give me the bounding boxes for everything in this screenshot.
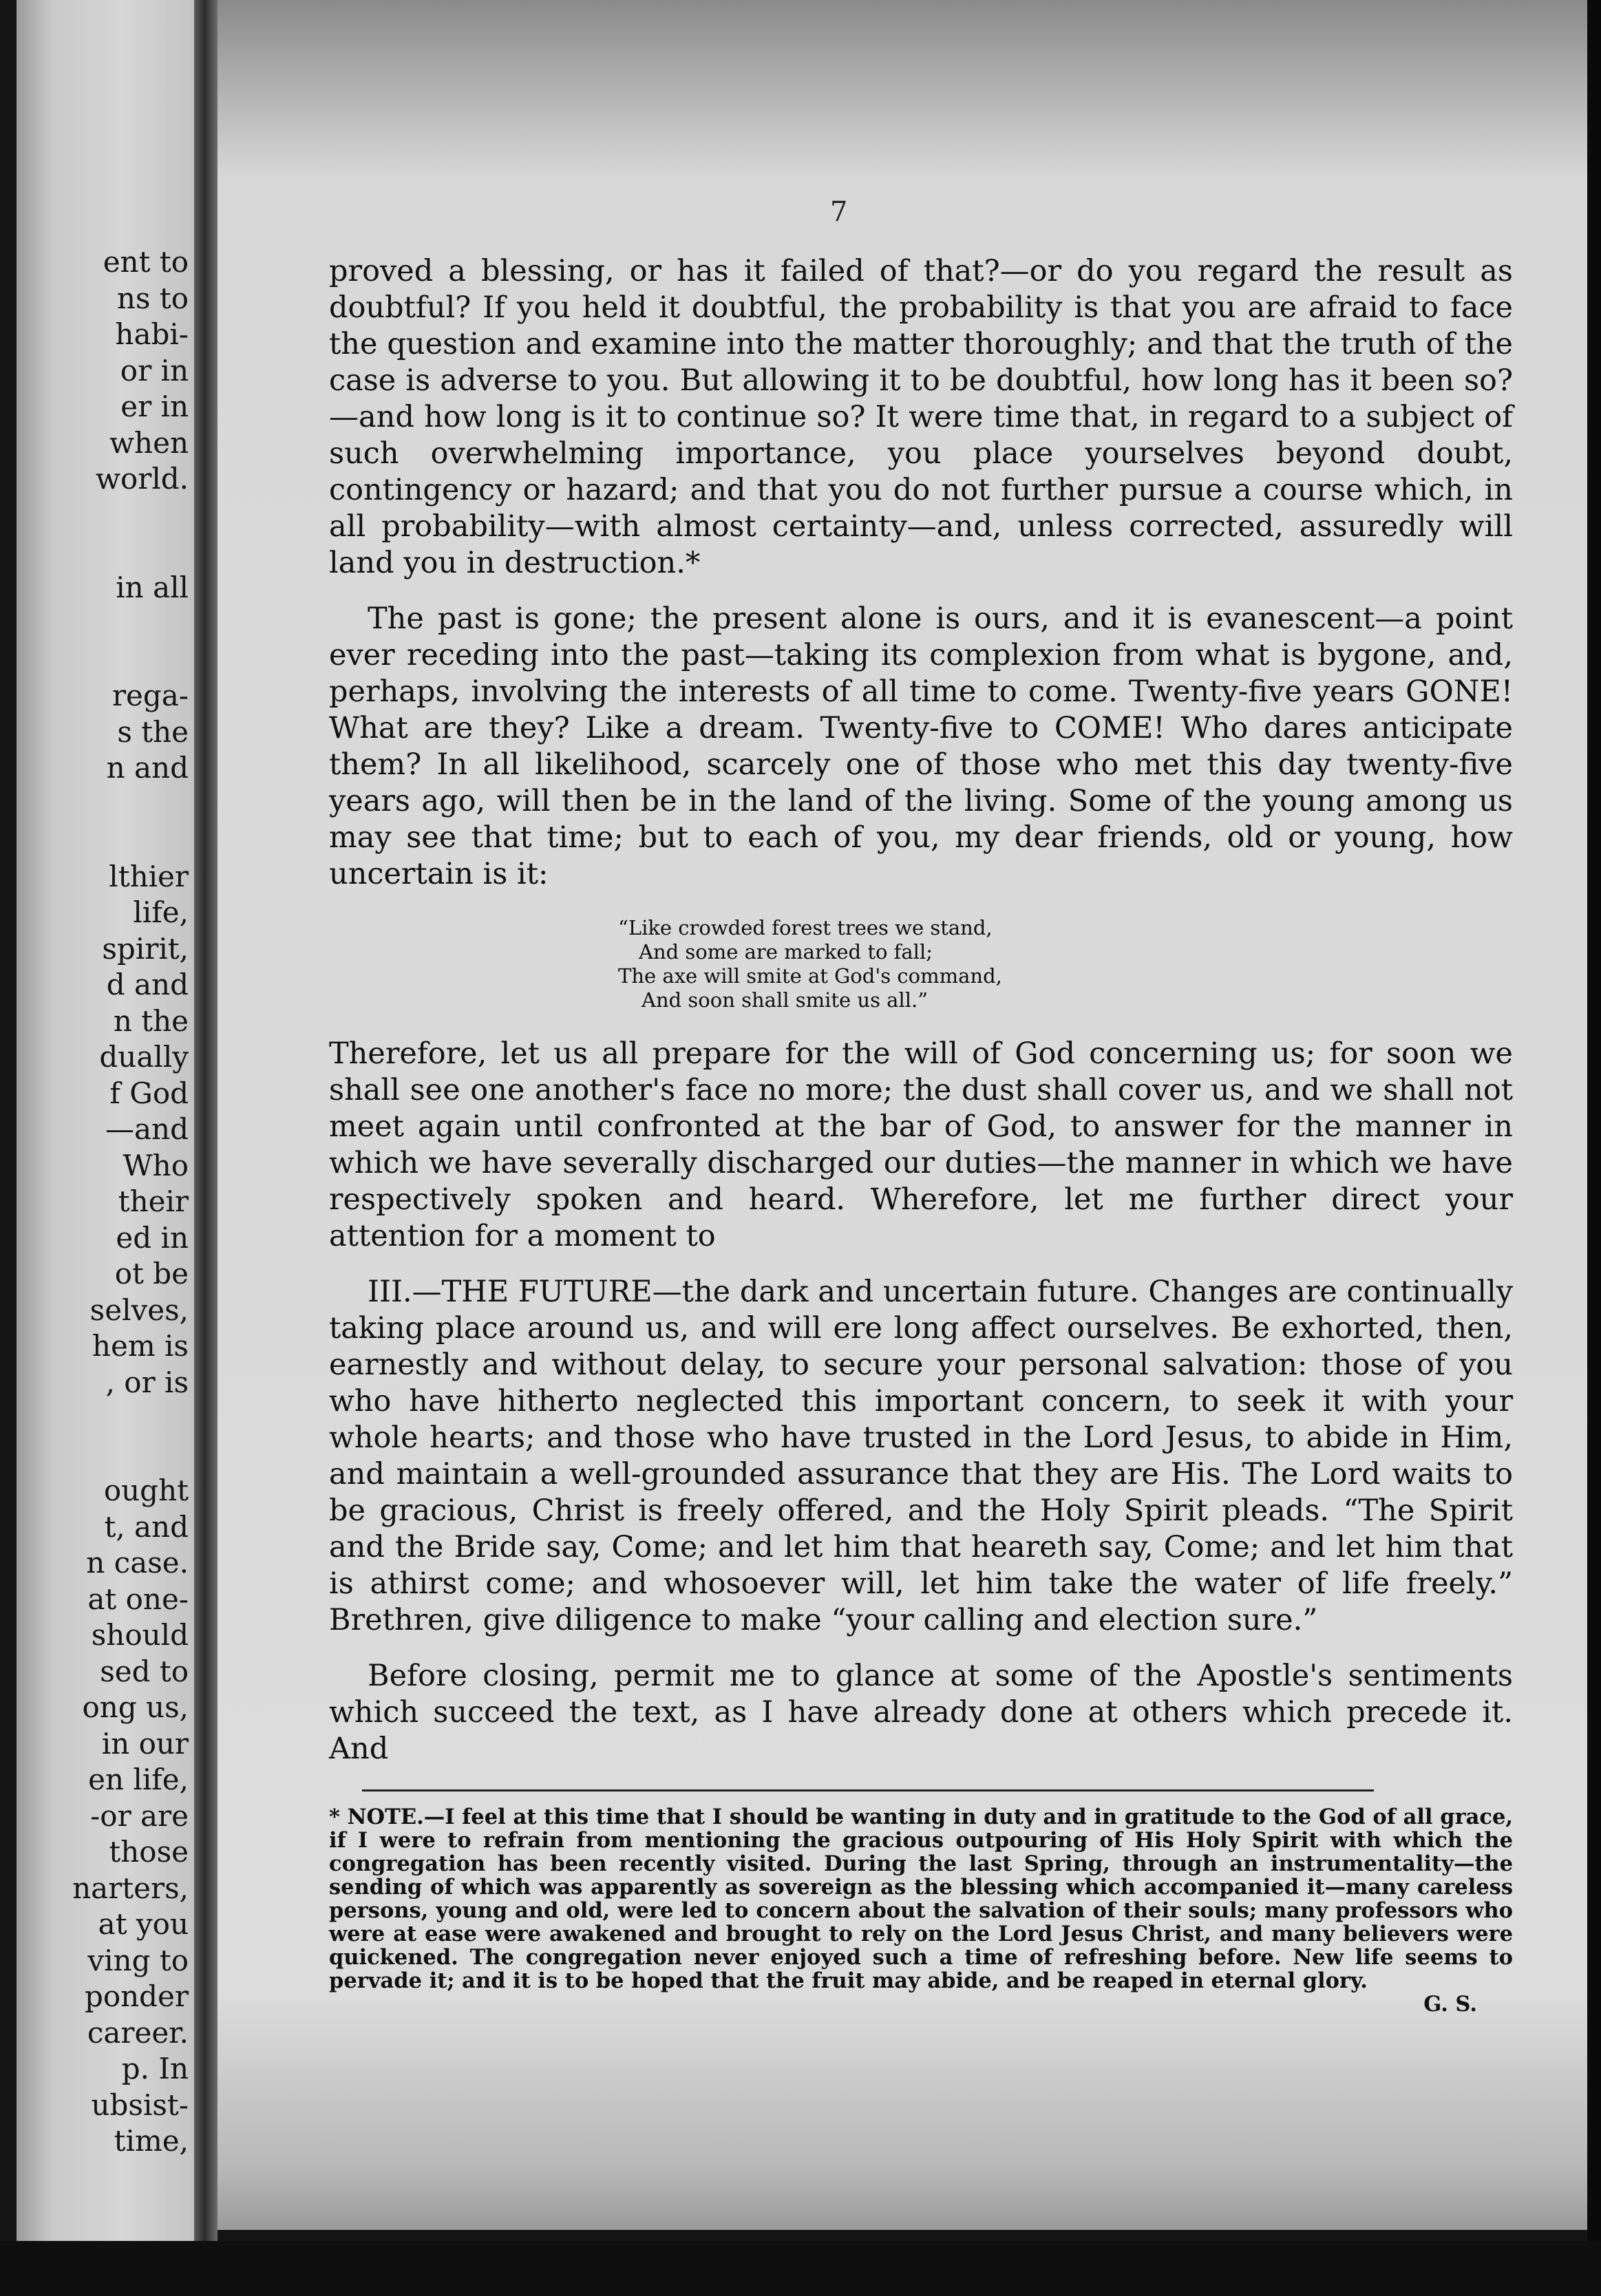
previous-page-line: ed in xyxy=(116,1220,189,1255)
paragraph-3: Therefore, let us all prepare for the will of God concerning us; for soon we shall see one another's face no more; the dust shall cover us, and we shall not meet again until confronted at the bar of God, to answer for the manner in which we have severally discharged our duties—the manner in which we have respectively spoken and heard. Wherefore, let me further direct your attention for a moment to xyxy=(329,1037,1513,1253)
page-body xyxy=(329,253,1513,2016)
previous-page-line xyxy=(17,642,189,679)
previous-page-line: or in xyxy=(120,353,189,387)
previous-page-line xyxy=(17,787,189,823)
previous-page-line: f God xyxy=(109,1076,189,1110)
previous-page-line: Who xyxy=(123,1148,189,1182)
previous-page-line: narters, xyxy=(72,1871,189,1905)
previous-page-line xyxy=(17,822,189,859)
previous-page-line: at you xyxy=(98,1907,189,1941)
previous-page-line: rega- xyxy=(112,679,189,712)
poem-line-1: “Like crowded forest trees we stand, xyxy=(618,916,993,939)
scan-border-right xyxy=(1587,0,1601,2296)
previous-page-line: n the xyxy=(113,1003,189,1038)
previous-page-line: ns to xyxy=(116,281,189,315)
poem-line-2: And some are marked to fall; xyxy=(639,940,933,964)
poem-line-4: And soon shall smite us all.” xyxy=(642,988,929,1012)
paragraph-2 xyxy=(329,601,1513,893)
previous-page-line xyxy=(17,1437,189,1474)
previous-page-line: n case. xyxy=(86,1546,189,1580)
previous-page-line: , or is xyxy=(105,1365,189,1399)
previous-page-edge xyxy=(17,0,194,2244)
previous-page-line: s the xyxy=(117,714,189,749)
paragraph-4-text: III.—THE FUTURE—the dark and uncertain future. Changes are continually taking place around us, and will ere long affect ourselves. Be exhorted, then, earnestly and without delay, to secure your personal salvation: those of you who have hitherto neglected this important concern, to seek it with your whole hearts; and those who have trusted in the Lord Jesus, to abide in Him, and maintain a well-grounded assurance that they are His. The Lord waits to be gracious, Christ is freely offered, and the Holy Spirit pleads. “The Spirit and the Bride say, Come; and let him that heareth say, Come; and let him that is athirst come; and whosoever will, let him take the water of life freely.” Brethren, give diligence to make “your calling and election sure.” xyxy=(329,1275,1513,1637)
previous-page-line: life, xyxy=(133,895,189,929)
previous-page-line: in our xyxy=(101,1726,189,1761)
poem-quotation xyxy=(618,916,1513,1012)
paragraph-5-text: Before closing, permit me to glance at some of the Apostle's sentiments which succeed the text, as I have already done at others which precede it. And xyxy=(329,1659,1513,1766)
previous-page-line: should xyxy=(91,1618,189,1652)
previous-page-line: p. In xyxy=(121,2052,189,2085)
page-number: 7 xyxy=(830,196,848,228)
previous-page-line: —and xyxy=(105,1112,189,1146)
previous-page-line: sed to xyxy=(100,1654,189,1688)
previous-page-line: n and xyxy=(106,751,189,785)
previous-page-line: those xyxy=(109,1835,189,1869)
previous-page-line xyxy=(17,498,189,534)
paragraph-1: proved a blessing, or has it failed of that?—or do you regard the result as doubtful? If you held it doubtful, the probability is that you are afraid to face the question and examine into the matter thoroughly; and that the truth of the case is adverse to you. But allowing it to be doubtful, how long has it been so?—and how long is it to continue so? It were time that, in regard to a subject of such overwhelming importance, you place yourselves beyond doubt, contingency or hazard; and that you do not further pursue a course which, in all probability—with almost certainty—and, unless corrected, assuredly will land you in destruction.* xyxy=(329,254,1513,580)
previous-page-line xyxy=(17,533,189,570)
previous-page-line: world. xyxy=(96,462,189,496)
previous-page-line xyxy=(17,1401,189,1437)
previous-page-line: lthier xyxy=(109,859,189,893)
previous-page-line: er in xyxy=(120,390,189,423)
previous-page-line: spirit, xyxy=(102,931,189,966)
paragraph-4 xyxy=(329,1274,1513,1639)
previous-page-line: in all xyxy=(116,570,189,604)
previous-page-line: career. xyxy=(87,2015,189,2050)
previous-page-line: t, and xyxy=(104,1509,189,1544)
footnote xyxy=(329,1805,1513,2016)
previous-page-line: ent to xyxy=(103,245,189,279)
scan-border-bottom xyxy=(0,2241,1601,2296)
previous-page-line: ubsist- xyxy=(91,2087,189,2122)
previous-page-text xyxy=(17,244,189,2160)
poem-line-3: The axe will smite at God's command, xyxy=(618,964,1002,988)
previous-page-line: -or are xyxy=(90,1798,189,1833)
book-gutter xyxy=(194,0,218,2244)
previous-page-line: at one- xyxy=(87,1582,189,1616)
previous-page-line: hem is xyxy=(92,1329,189,1363)
previous-page-line: ponder xyxy=(84,1979,189,2013)
paragraph-5 xyxy=(329,1658,1513,1767)
previous-page-line: d and xyxy=(106,968,189,1001)
footnote-rule xyxy=(362,1789,1374,1792)
previous-page-line xyxy=(17,606,189,642)
paragraph-2-text: The past is gone; the present alone is ours, and it is evanescent—a point ever receding into the past—taking its complexion from what is bygone, and, perhaps, involving the interests of all time to come. Twenty-five years GONE! What are they? Like a dream. Twenty-five to COME! Who dares anticipate them? In all likelihood, scarcely one of those who met this day twenty-five years ago, will then be in the land of the living. Some of the young among us may see that time; but to each of you, my dear friends, old or young, how uncertain is it: xyxy=(329,602,1513,891)
footnote-signature: G. S. xyxy=(1423,1992,1477,2017)
previous-page-line: selves, xyxy=(89,1293,189,1327)
previous-page-line: ought xyxy=(103,1474,189,1507)
previous-page-line: ving to xyxy=(87,1943,189,1977)
previous-page-line: time, xyxy=(114,2124,189,2158)
previous-page-line: their xyxy=(118,1184,189,1218)
previous-page-line: when xyxy=(109,425,189,460)
footnote-text: * NOTE.—I feel at this time that I should be wanting in duty and in gratitude to the God of all grace, if I were to refrain from mentioning the gracious outpouring of His Holy Spirit with which the congregation has been recently visited. During the last Spring, through an instrumentality—the sending of which was apparently as sovereign as the blessing which accompanied it—many careless persons, young and old, were led to concern about the salvation of their souls; many professors who were at ease were awakened and brought to rely on the Lord Jesus Christ, and many believers were quickened. The congregation never enjoyed such a time of refreshing before. New life seems to pervade it; and it is to be hoped that the fruit may abide, and be reaped in eternal glory. xyxy=(329,1805,1513,1993)
book-page xyxy=(218,0,1593,2230)
previous-page-line: ot be xyxy=(114,1257,189,1290)
previous-page-line: en life, xyxy=(88,1763,189,1796)
previous-page-line: dually xyxy=(99,1040,189,1074)
previous-page-line: ong us, xyxy=(82,1690,189,1724)
previous-page-line: habi- xyxy=(115,317,189,351)
